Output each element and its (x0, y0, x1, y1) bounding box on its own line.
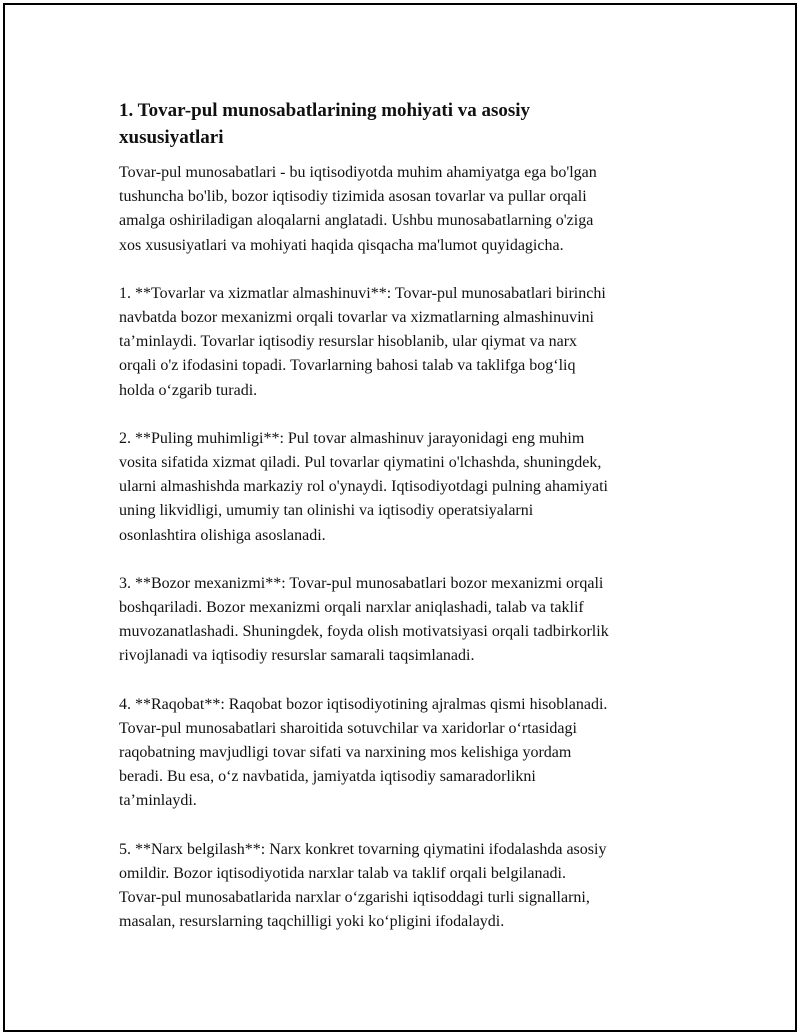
text-line: ularni almashishda markaziy rol o'ynaydi. Iqtisodiyotdagi pulning ahamiyati (119, 478, 608, 496)
text-line: osonlashtira olishiga asoslanadi. (119, 526, 326, 544)
text-line: tushuncha bo'lib, bozor iqtisodiy tizimida asosan tovarlar va pullar orqali (119, 188, 587, 206)
text-line: Tovar-pul munosabatlari sharoitida sotuvchilar va xaridorlar o‘rtasidagi (119, 719, 577, 737)
text-line: holda o‘zgarib turadi. (119, 381, 258, 399)
text-line: boshqariladi. Bozor mexanizmi orqali narxlar aniqlashadi, talab va taklif (119, 599, 584, 617)
text-line: 5. **Narx belgilash**: Narx konkret tovarning qiymatini ifodalashda asosiy (119, 840, 607, 858)
text-line: rivojlanadi va iqtisodiy resurslar samarali taqsimlanadi. (119, 647, 475, 665)
text-line: xos xususiyatlari va mohiyati haqida qisqacha ma'lumot quyidagicha. (119, 236, 564, 254)
text-line: orqali o'z ifodasini topadi. Tovarlarning bahosi talab va taklifga bog‘liq (119, 357, 576, 375)
page-frame (3, 3, 797, 1032)
text-line: Tovar-pul munosabatlari - bu iqtisodiyotda muhim ahamiyatga ega bo'lgan (119, 164, 597, 181)
title-line-2: xususiyatlari (119, 127, 224, 148)
text-line: navbatda bozor mexanizmi orqali tovarlar va xizmatlarning almashinuvini (119, 309, 594, 327)
text-line: omildir. Bozor iqtisodiyotida narxlar talab va taklif orqali belgilanadi. (119, 864, 566, 882)
text-line: Tovar-pul munosabatlarida narxlar o‘zgarishi iqtisoddagi turli signallarni, (119, 889, 590, 907)
document-content (119, 97, 699, 958)
text-line: 1. **Tovarlar va xizmatlar almashinuvi**: Tovar-pul munosabatlari birinchi (119, 284, 606, 302)
text-line: muvozanatlashadi. Shuningdek, foyda olish motivatsiyasi orqali tadbirkorlik (119, 623, 609, 641)
text-line: masalan, resurslarning taqchilligi yoki ko‘pligini ifodalaydi. (119, 913, 505, 931)
title-line-1: 1. Tovar-pul munosabatlarining mohiyati va asosiy (119, 100, 531, 121)
text-line: ta’minlaydi. Tovarlar iqtisodiy resurslar hisoblanib, ular qiymat va narx (119, 333, 578, 351)
text-line: beradi. Bu esa, o‘z navbatida, jamiyatda iqtisodiy samaradorlikni (119, 768, 536, 786)
text-line: 4. **Raqobat**: Raqobat bozor iqtisodiyotining ajralmas qismi hisoblanadi. (119, 695, 608, 713)
paragraph-point-1 (119, 282, 699, 403)
text-line: raqobatning mavjudligi tovar sifati va narxining mos kelishiga yordam (119, 744, 572, 762)
text-line: ta’minlaydi. (119, 792, 197, 810)
document-title (119, 97, 699, 151)
paragraph-point-3 (119, 572, 699, 669)
text-line: vosita sifatida xizmat qiladi. Pul tovarlar qiymatini o'lchashda, shuningdek, (119, 454, 602, 472)
paragraph-point-2 (119, 427, 699, 548)
text-line: 3. **Bozor mexanizmi**: Tovar-pul munosabatlari bozor mexanizmi orqali (119, 574, 604, 592)
text-line: amalga oshiriladigan aloqalarni anglatadi. Ushbu munosabatlarning o'ziga (119, 212, 594, 230)
paragraph-point-4 (119, 693, 699, 814)
text-line: uning likvidligi, umumiy tan olinishi va iqtisodiy operatsiyalarni (119, 502, 534, 520)
paragraph-point-5 (119, 838, 699, 935)
paragraph-intro (119, 161, 699, 258)
text-line: 2. **Puling muhimligi**: Pul tovar almashinuv jarayonidagi eng muhim (119, 429, 585, 447)
